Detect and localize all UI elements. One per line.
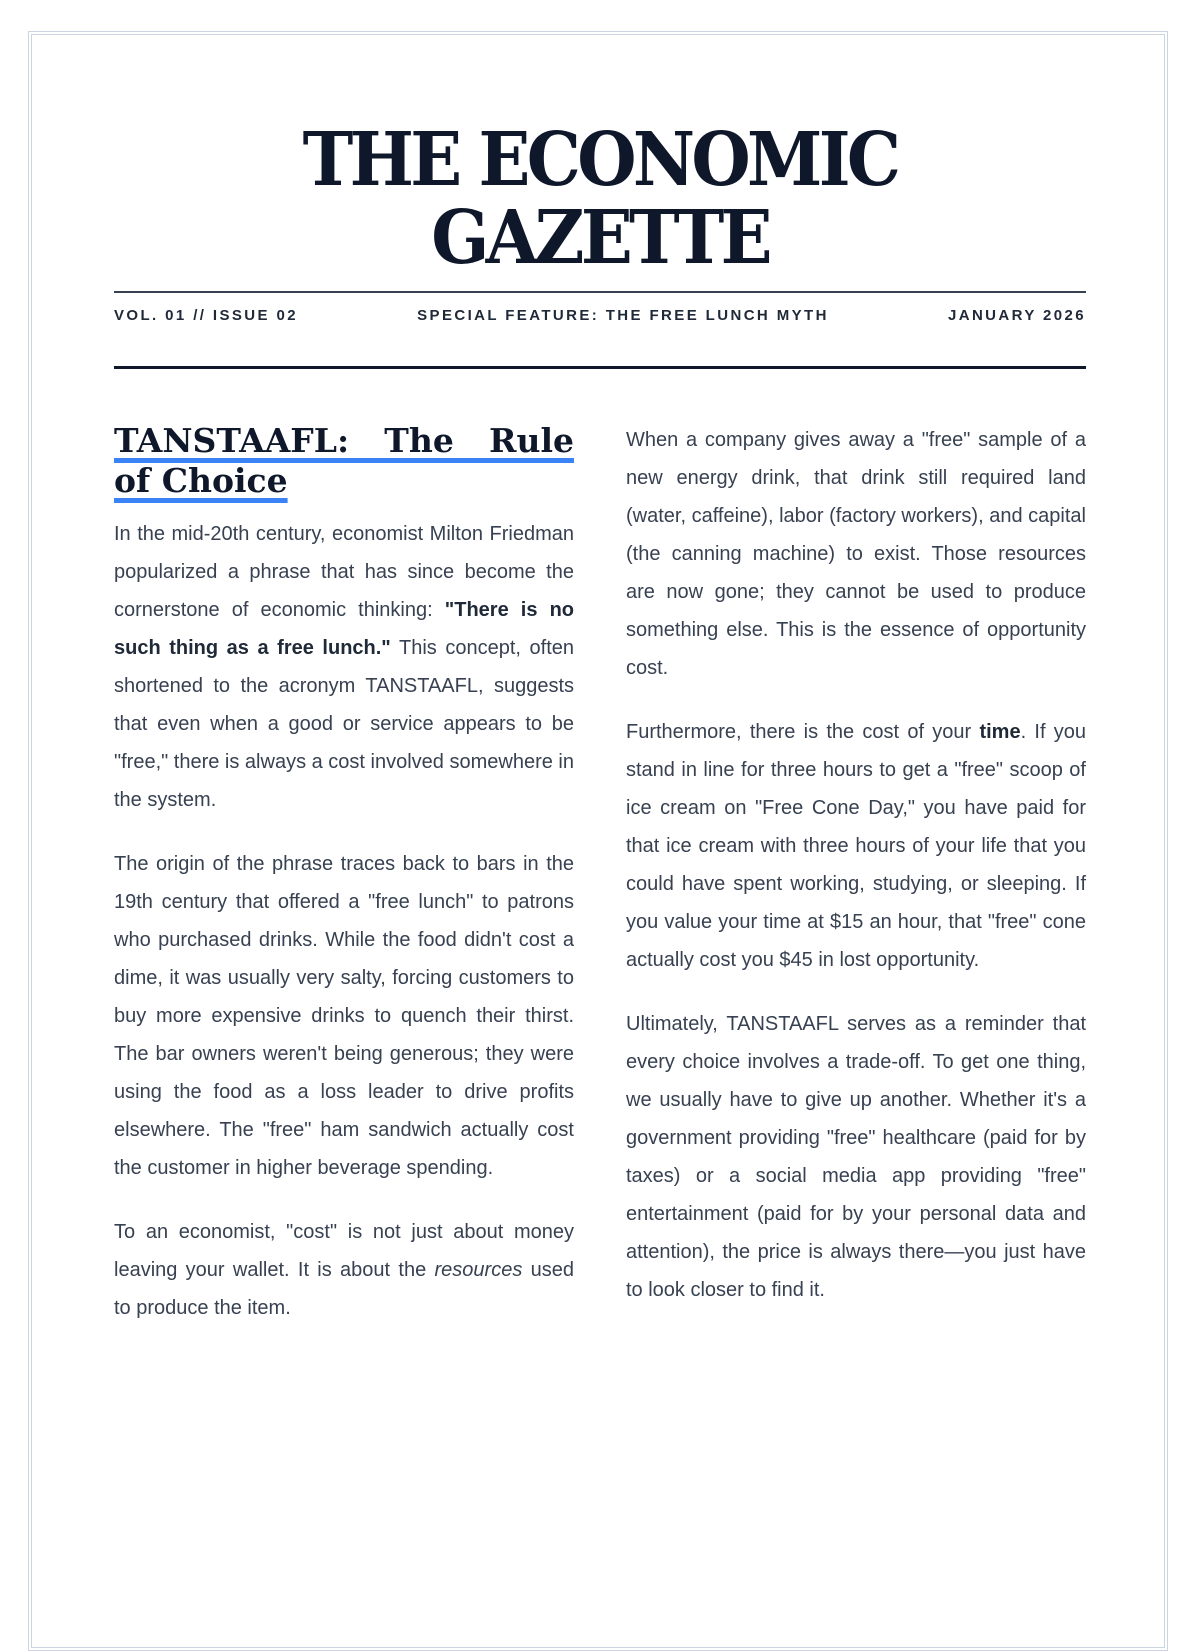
- paragraph-4: [626, 713, 1086, 979]
- quote-bold: "There is no such thing as a free lunch.": [114, 599, 575, 659]
- masthead-title: [153, 117, 1047, 281]
- masthead-line-1: THE ECONOMIC: [302, 117, 898, 203]
- paragraph-5: Ultimately, TANSTAAFL serves as a reminder that every choice involves a trade-off. To get one thing, we usually have to give up another. Whether it's a government providing "free" healthcare (paid for by taxes) or a social media app providing "free" entertainment (paid for by your personal data and attention), the price is always there—you just have to look closer to find it.: [626, 1013, 1086, 1301]
- issue-date: JANUARY 2026: [947, 307, 1086, 324]
- masthead-line-2: GAZETTE: [431, 195, 769, 281]
- top-divider: [114, 291, 1086, 293]
- text: This concept, often shortened to the acronym TANSTAAFL, suggests that even when a good or service appears to be "free," there is always a cost involved somewhere in the system.: [114, 637, 574, 811]
- emphasis: resources: [434, 1259, 523, 1281]
- article-columns: [114, 421, 1086, 1353]
- text: To an economist, "cost" is not just about money leaving your wallet. It is about the: [114, 1221, 574, 1281]
- bottom-divider: [114, 366, 1086, 369]
- paragraph-1: [114, 515, 574, 819]
- special-feature: SPECIAL FEATURE: THE FREE LUNCH MYTH: [417, 307, 829, 324]
- text: used to produce the item.: [114, 1259, 574, 1319]
- paragraph-3: [114, 1213, 574, 1327]
- article-heading: [114, 421, 574, 501]
- paragraph-3-continued: When a company gives away a "free" sample of a new energy drink, that drink still required land (water, caffeine), labor (factory workers), and capital (the canning machine) to exist. Those resources are now gone; they cannot be used to produce something else. This is the essence of opportunity cost.: [626, 429, 1086, 679]
- page-content: [114, 35, 1086, 1353]
- right-column: [626, 421, 1086, 1353]
- text: Furthermore, there is the cost of your: [626, 721, 980, 743]
- paragraph-2: The origin of the phrase traces back to bars in the 19th century that offered a "free lunch" to patrons who purchased drinks. While the food didn't cost a dime, it was usually very salty, forcing customers to buy more expensive drinks to quench their thirst. The bar owners weren't being generous; they were using the food as a loss leader to drive profits elsewhere. The "free" ham sandwich actually cost the customer in higher beverage spending.: [114, 853, 574, 1179]
- text: In the mid-20th century, economist Milton Friedman popularized a phrase that has since become the cornerstone of economic thinking:: [114, 523, 574, 621]
- left-column: [114, 421, 574, 1353]
- newspaper-page: [28, 31, 1168, 1651]
- emphasis-bold: time: [979, 721, 1021, 743]
- issue-volume: VOL. 01 // ISSUE 02: [114, 307, 298, 324]
- text: . If you stand in line for three hours to get a "free" scoop of ice cream on "Free Cone Day," you have paid for that ice cream with three hours of your life that you could have spent working, studying, or sleeping. If you value your time at $15 an hour, that "free" cone actually cost you $45 in lost opportunity.: [626, 721, 1086, 971]
- article-heading-text: TANSTAAFL: The Rule of Choice: [114, 421, 574, 500]
- issue-meta-bar: [114, 307, 1086, 324]
